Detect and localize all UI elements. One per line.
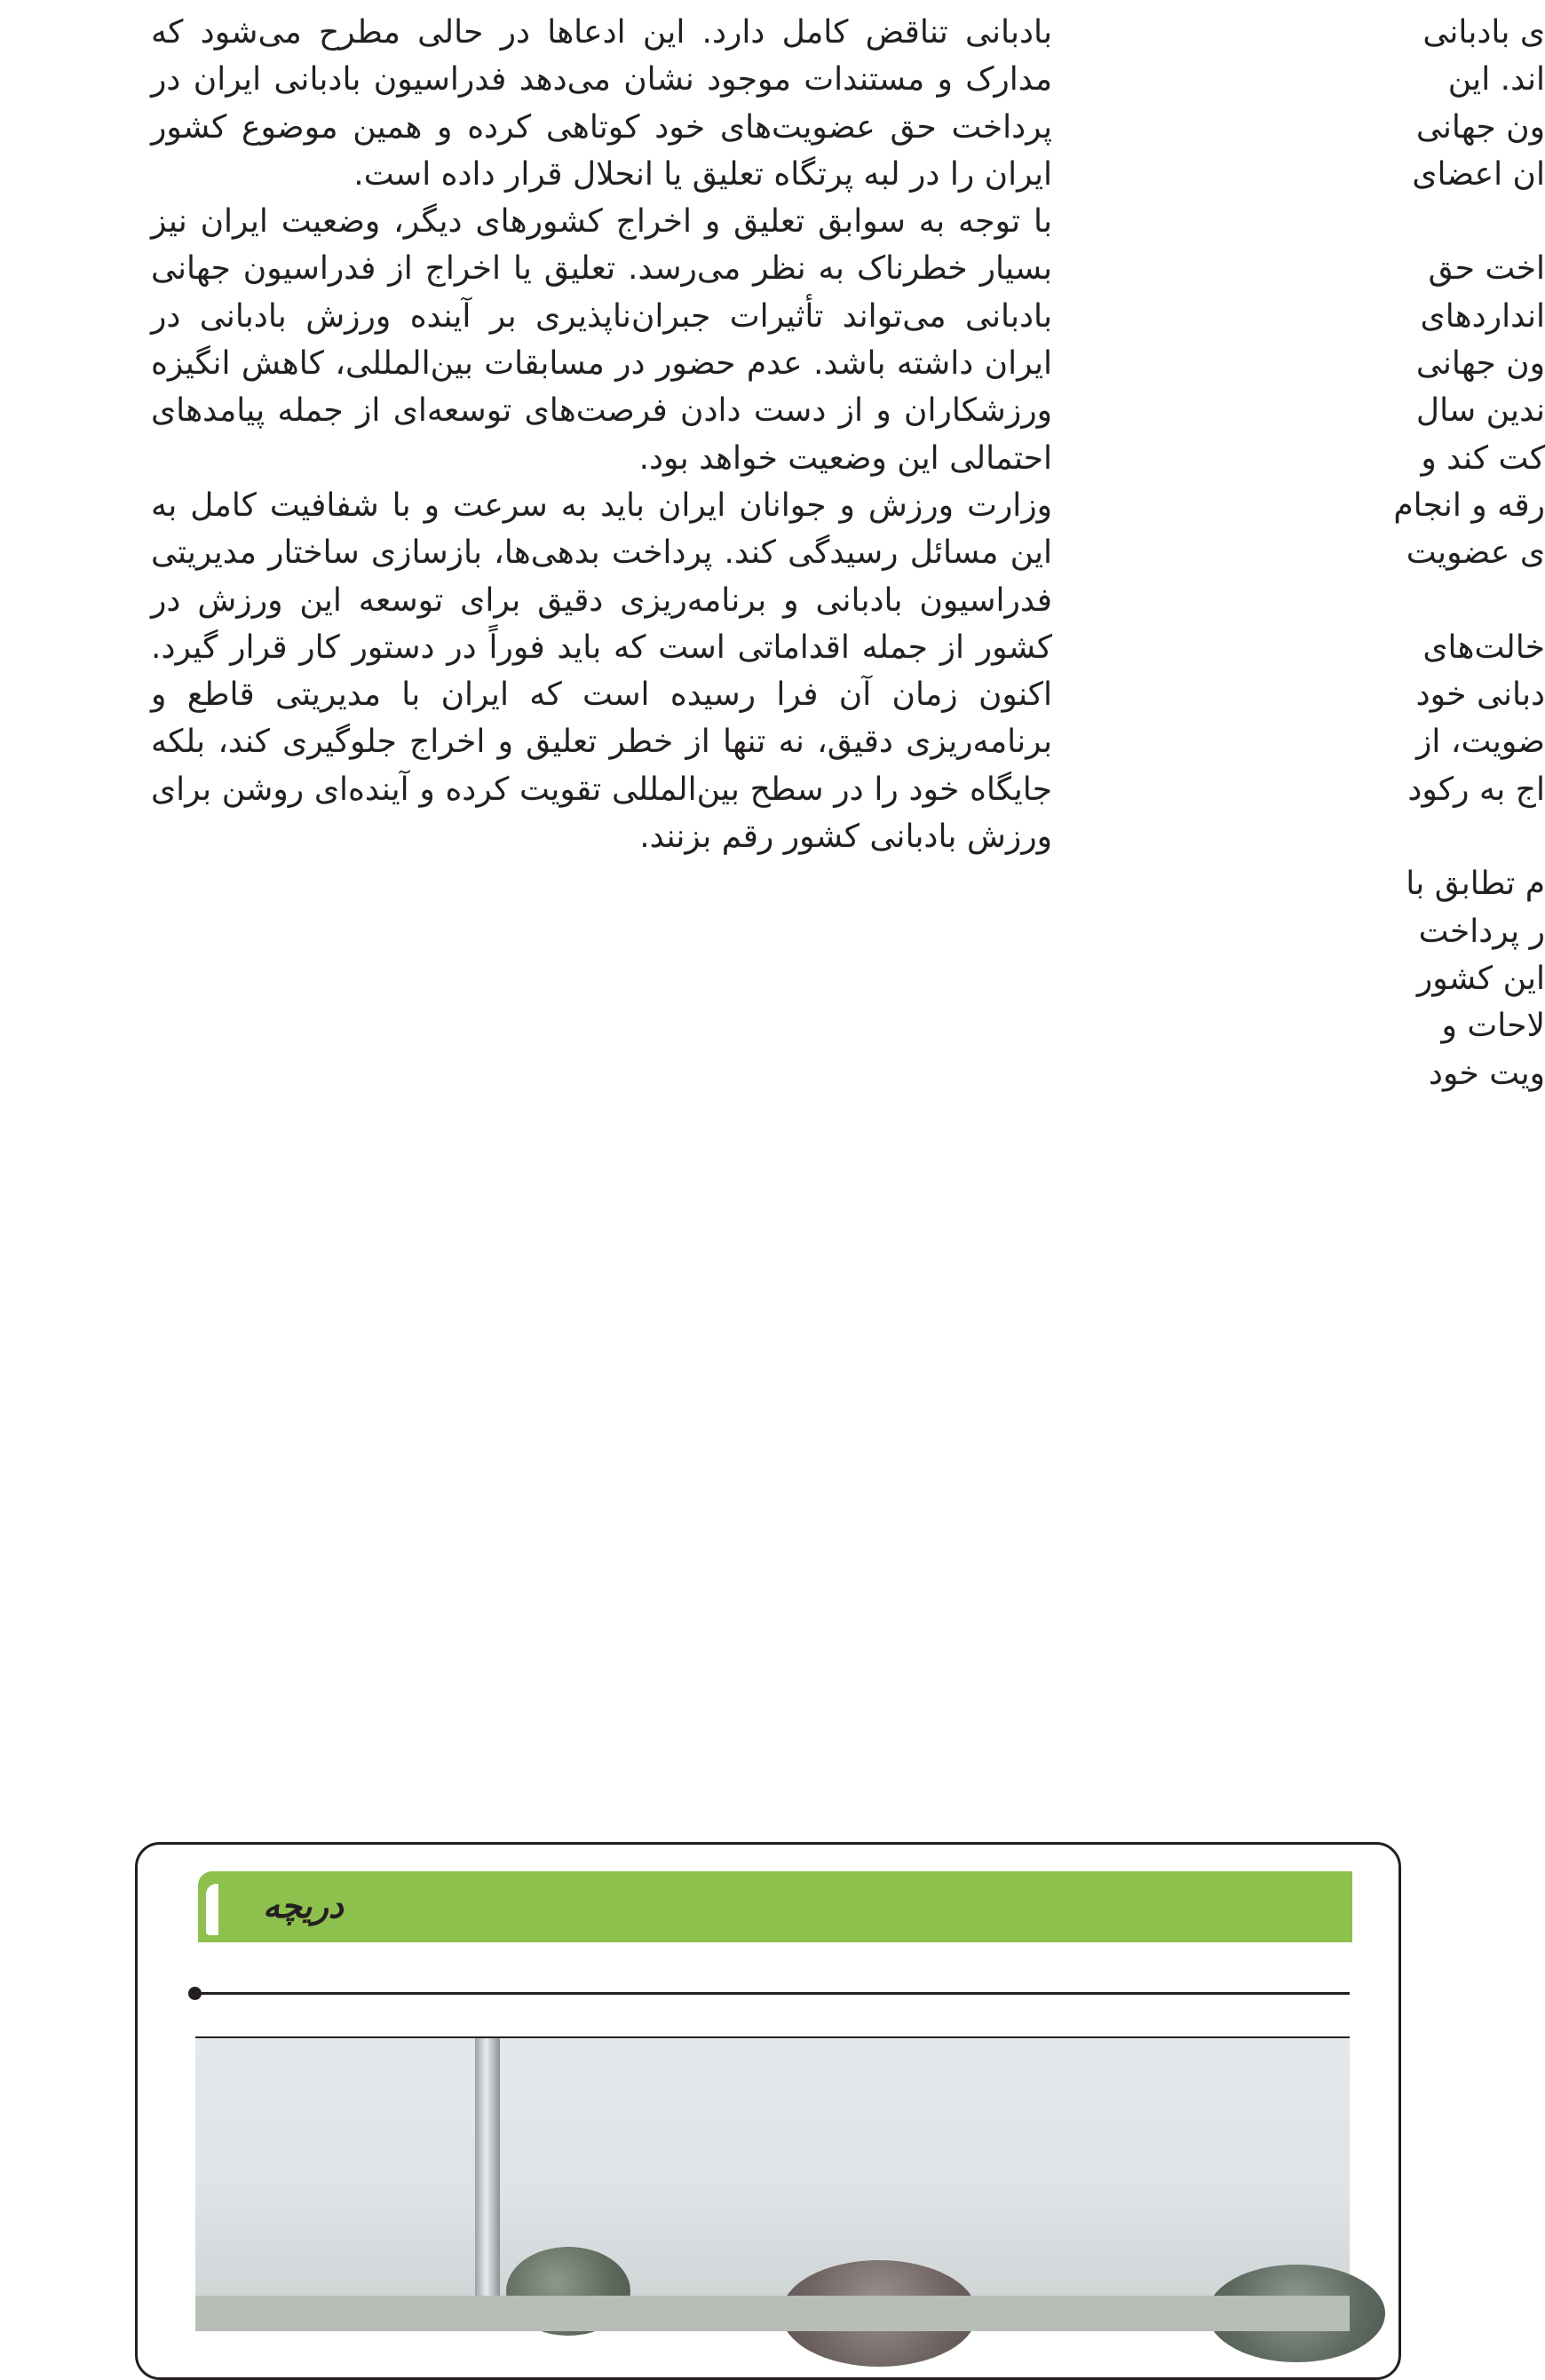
side-line: اخت حق — [1428, 250, 1545, 288]
side-line: دبانی خود — [1415, 676, 1545, 714]
box-photo — [195, 2036, 1350, 2322]
side-line: ون جهانی — [1415, 108, 1545, 146]
side-line: لاحات و — [1441, 1008, 1545, 1045]
main-article-column — [151, 9, 1052, 860]
side-line: ضویت، از — [1416, 723, 1545, 761]
side-line: ویت خود — [1428, 1055, 1545, 1092]
side-line: م تطابق با — [1406, 866, 1545, 903]
article-paragraph-3: وزارت ورزش و جوانان ایران باید به سرعت و با شفافیت کامل به این مسائل رسیدگی کند. پرداخت بدهی‌ها، بازسازی ساختار مدیریتی فدراسیون بادبانی و برنامه‌ریزی دقیق برای توسعه این ورزش در کشور از جمله اقداماتی است که باید فوراً در دستور کار قرار گیرد. اکنون زمان آن فرا رسیده است که ایران با مدیریتی قاطع و برنامه‌ریزی دقیق، نه تنها از خطر تعلیق و اخراج جلوگیری کند، بلکه جایگاه خود را در سطح بین‌المللی تقویت کرده و آینده‌ای روشن برای ورزش بادبانی کشور رقم بزنند. — [151, 486, 1052, 856]
side-line: ون جهانی — [1415, 345, 1545, 383]
side-line: خالت‌های — [1422, 629, 1545, 666]
paragraph-gap — [1137, 813, 1545, 860]
side-article-column — [1137, 9, 1545, 1097]
box-header-notch — [206, 1884, 218, 1935]
article-paragraph-1: بادبانی تناقض کامل دارد. این ادعاها در حالی مطرح می‌شود که مدارک و مستندات موجود نشان می‌دهد فدراسیون بادبانی ایران در پرداخت حق عضویت‌های خود کوتاهی کرده و همین موضوع کشور ایران را در لبه پرتگاه تعلیق یا انحلال قرار داده است. — [151, 14, 1052, 193]
paragraph-gap — [1137, 577, 1545, 624]
side-line: ی عضویت — [1406, 534, 1545, 572]
side-line: ان اعضای — [1412, 155, 1545, 193]
box-divider — [195, 1992, 1350, 1995]
divider-dot-icon — [188, 1987, 202, 2000]
side-line: اند. این — [1447, 61, 1545, 99]
box-header-bar — [198, 1871, 1352, 1942]
paragraph-gap — [1137, 198, 1545, 245]
photo-mast — [475, 2038, 500, 2322]
side-line: ی بادبانی — [1422, 14, 1545, 51]
photo-ground — [195, 2296, 1350, 2331]
side-line: این کشور — [1416, 960, 1545, 997]
side-line: ر پرداخت — [1418, 913, 1545, 950]
side-line: اندارد‌های — [1420, 297, 1545, 335]
side-line: کت کند و — [1421, 439, 1545, 477]
side-line: رقه و انجام — [1393, 486, 1545, 524]
side-line: اج به رکود — [1407, 771, 1545, 808]
side-line: ندین سال — [1415, 392, 1545, 430]
article-paragraph-2: با توجه به سوابق تعلیق و اخراج کشورهای دیگر، وضعیت ایران نیز بسیار خطرناک به نظر می‌رسد. تعلیق یا اخراج از فدراسیون جهانی بادبانی می‌تواند تأثیرات جبران‌ناپذیری بر آینده ورزش بادبانی در ایران داشته باشد. عدم حضور در مسابقات بین‌المللی، کاهش انگیزه ورزشکاران و از دست دادن فرصت‌های توسعه‌ای از جمله پیامدهای احتمالی این وضعیت خواهد بود. — [151, 203, 1052, 477]
box-title: دریچه — [263, 1886, 344, 1925]
